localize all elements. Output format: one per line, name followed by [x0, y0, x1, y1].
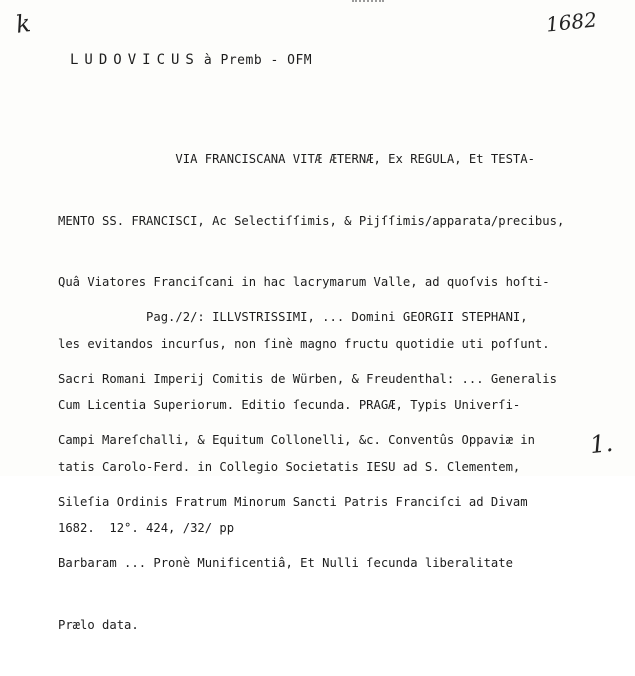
- dedication-line: Sacri Romani Imperij Comitis de Würben, & Freudenthal: ... Generalis: [58, 371, 557, 386]
- title-line: MENTO SS. FRANCISCI, Ac Selectiſſimis, & Pijſſimis/apparata/precibus,: [58, 213, 565, 228]
- dedication-line: Barbaram ... Pronè Munificentiâ, Et Nulli ſecunda liberalitate: [58, 556, 513, 570]
- title-line: Quâ Viatores Franciſcani in hac lacrymarum Valle, ad quoſvis hoſti-: [58, 275, 550, 289]
- handwritten-number-bottom-right: 1.: [588, 428, 615, 460]
- author-name: LUDOVICUS: [70, 52, 200, 68]
- title-line: les evitandos incurſus, non ſinè magno fructu quotidie uti poſſunt.: [58, 336, 550, 351]
- title-line: VIA FRANCISCANA VITÆ ÆTERNÆ, Ex REGULA, Et TESTA-: [58, 152, 535, 166]
- title-line: Cum Licentia Superiorum. Editio ſecunda. PRAGÆ, Typis Univerſi-: [58, 398, 521, 412]
- dedication-block: [58, 266, 557, 676]
- handwritten-mark-top-left: k: [14, 9, 33, 39]
- scan-edge-marks: [352, 0, 384, 10]
- author-affiliation: à Premb - OFM: [203, 53, 313, 68]
- dedication-line: Pag./2/: ILLVSTRISSIMI, ... Domini GEORGII STEPHANI,: [58, 310, 528, 324]
- dedication-line: Campi Mareſchalli, & Equitum Collonelli, &c. Conventûs Oppaviæ in: [58, 433, 535, 447]
- title-line: tatis Carolo-Ferd. in Collegio Societatis IESU ad S. Clementem,: [58, 459, 521, 474]
- handwritten-year-top-right: 1682: [544, 7, 599, 37]
- imprint-line: 1682. 12°. 424, /32/ pp: [58, 521, 235, 535]
- dedication-line: Sileſia Ordinis Fratrum Minorum Sancti Patris Franciſci ad Divam: [58, 494, 528, 509]
- dedication-line: Prælo data.: [58, 617, 139, 632]
- author-heading: [70, 52, 312, 68]
